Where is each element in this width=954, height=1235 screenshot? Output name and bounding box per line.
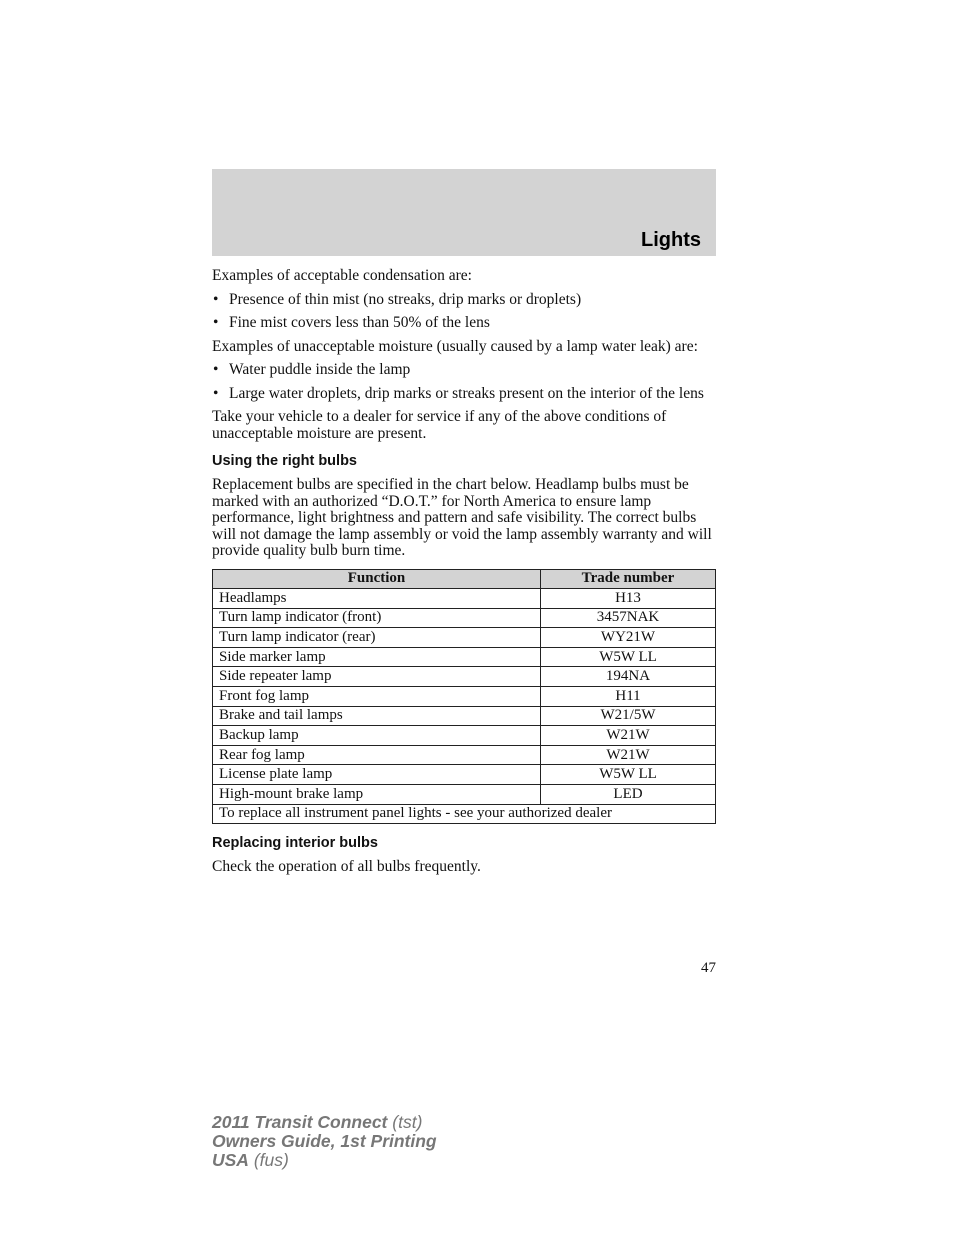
footer-guide: Owners Guide, 1st Printing xyxy=(212,1131,437,1151)
list-item xyxy=(212,386,716,403)
list-item-text: Water puddle inside the lamp xyxy=(229,361,411,378)
footer-model: 2011 Transit Connect xyxy=(212,1112,388,1132)
list-item-text: Large water droplets, drip marks or streaks present on the interior of the lens xyxy=(229,384,704,402)
table-row xyxy=(213,765,716,785)
function-cell: Front fog lamp xyxy=(213,687,541,707)
function-cell: Side marker lamp xyxy=(213,647,541,667)
trade-number-cell: LED xyxy=(541,785,716,805)
column-header-trade-number: Trade number xyxy=(541,569,716,589)
table-footer-row xyxy=(213,804,716,824)
table-header-row xyxy=(213,569,716,589)
table-row xyxy=(213,785,716,805)
trade-number-cell: 3457NAK xyxy=(541,608,716,628)
bulb-table xyxy=(212,569,716,825)
trade-number-cell: H13 xyxy=(541,589,716,609)
trade-number-cell: W21W xyxy=(541,745,716,765)
function-cell: Turn lamp indicator (front) xyxy=(213,608,541,628)
table-row xyxy=(213,687,716,707)
bullet-glyph: • xyxy=(213,384,219,402)
table-row xyxy=(213,589,716,609)
interior-bulbs-body: Check the operation of all bulbs frequently. xyxy=(212,858,481,876)
table-footer-note: To replace all instrument panel lights - see your authorized dealer xyxy=(213,804,716,824)
page-content xyxy=(212,268,716,883)
trade-number-cell: 194NA xyxy=(541,667,716,687)
footer-line-1 xyxy=(212,1113,437,1132)
bullet-glyph: • xyxy=(213,290,219,308)
section-header-band xyxy=(212,169,716,256)
table-row xyxy=(213,726,716,746)
trade-number-cell: W5W LL xyxy=(541,765,716,785)
footer-market-code: (fus) xyxy=(253,1150,289,1170)
list-item xyxy=(212,315,716,332)
interior-bulbs-heading: Replacing interior bulbs xyxy=(212,835,378,852)
unacceptable-moisture-lead: Examples of unacceptable moisture (usually caused by a lamp water leak) are: xyxy=(212,337,698,355)
column-header-function: Function xyxy=(213,569,541,589)
list-item xyxy=(212,362,716,379)
function-cell: Rear fog lamp xyxy=(213,745,541,765)
list-item-text: Fine mist covers less than 50% of the lens xyxy=(229,314,490,331)
function-cell: Side repeater lamp xyxy=(213,667,541,687)
function-cell: Backup lamp xyxy=(213,726,541,746)
trade-number-cell: H11 xyxy=(541,687,716,707)
footer-model-code: (tst) xyxy=(392,1112,423,1132)
list-item-text: Presence of thin mist (no streaks, drip marks or droplets) xyxy=(229,290,582,308)
footer-line-3 xyxy=(212,1151,437,1170)
table-row xyxy=(213,706,716,726)
function-cell: High-mount brake lamp xyxy=(213,785,541,805)
table-row xyxy=(213,647,716,667)
acceptable-condensation-lead: Examples of acceptable condensation are: xyxy=(212,267,472,284)
table-row xyxy=(213,745,716,765)
trade-number-cell: W21W xyxy=(541,726,716,746)
function-cell: Headlamps xyxy=(213,589,541,609)
table-row xyxy=(213,608,716,628)
footer-line-2 xyxy=(212,1132,437,1151)
table-row xyxy=(213,628,716,648)
trade-number-cell: W21/5W xyxy=(541,706,716,726)
page-number: 47 xyxy=(701,960,716,976)
table-row xyxy=(213,667,716,687)
bulbs-heading: Using the right bulbs xyxy=(212,453,357,469)
list-item xyxy=(212,292,716,309)
trade-number-cell: W5W LL xyxy=(541,647,716,667)
bullet-glyph: • xyxy=(213,361,219,378)
function-cell: License plate lamp xyxy=(213,765,541,785)
function-cell: Turn lamp indicator (rear) xyxy=(213,628,541,648)
document-footer xyxy=(212,1113,437,1170)
footer-market: USA xyxy=(212,1150,249,1170)
service-note: Take your vehicle to a dealer for service if any of the above conditions of unacceptable moisture are present. xyxy=(212,408,667,442)
bullet-glyph: • xyxy=(213,314,219,331)
section-title: Lights xyxy=(641,229,701,251)
trade-number-cell: WY21W xyxy=(541,628,716,648)
bulbs-body: Replacement bulbs are specified in the chart below. Headlamp bulbs must be marked with an authorized “D.O.T.” for North America to ensure lamp performance, light brightness and pattern and safe visibility. The correct bulbs will not damage the lamp assembly or void the lamp assembly warranty and will provide quality bulb burn time. xyxy=(212,476,712,559)
function-cell: Brake and tail lamps xyxy=(213,706,541,726)
